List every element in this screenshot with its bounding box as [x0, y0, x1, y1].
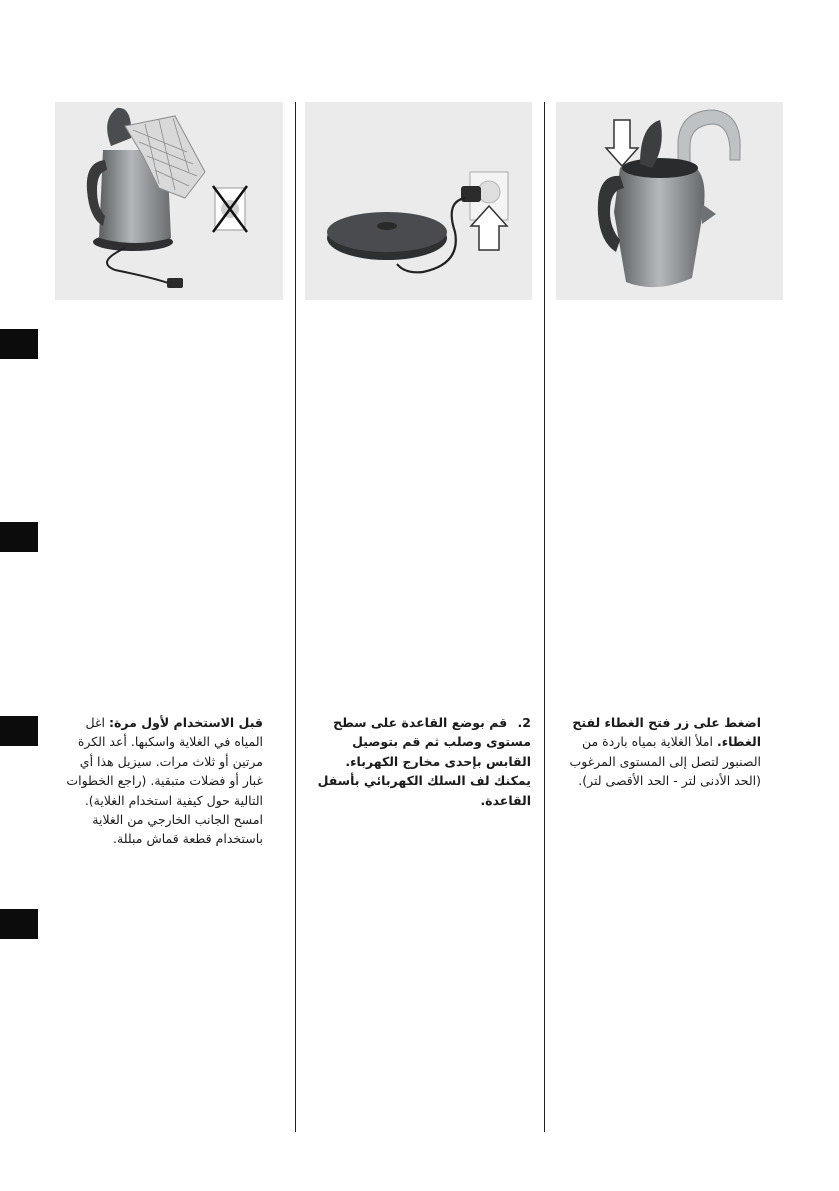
- step-1-heading: اضغط على زر فتح الغطاء لفتح الغطاء.: [572, 715, 761, 750]
- step-1-text: [556, 713, 761, 791]
- column-divider: [544, 102, 545, 1132]
- step-2-number: 2.: [517, 715, 531, 730]
- kettle-filling-from-tap-icon: [556, 102, 783, 300]
- kettle-wipe-cloth-icon: [55, 102, 283, 300]
- section-tab: [0, 522, 38, 552]
- column-divider: [295, 102, 296, 1132]
- step-1-body: املأ الغلاية بمياه باردة من الصنبور لتصل إلى المستوى المرغوب (الحد الأدنى لتر - الحد الأقصى لتر).: [569, 734, 761, 789]
- power-base-plug-icon: [305, 102, 532, 300]
- step-first-use-text: [62, 713, 263, 849]
- first-use-body: اغل المياه في الغلاية واسكبها. أعد الكرة مرتين أو ثلاث مرات. سيزيل هذا أي غبار أو فضلات متبقية. (راجع الخطوات التالية حول كيفية استخدام الغلاية). امسح الجانب الخارجي من الغلاية باستخدام قطعة قماش مبللة.: [66, 715, 263, 847]
- section-tab: [0, 716, 38, 746]
- step-2-heading: قم بوضع القاعدة على سطح مستوى وصلب ثم قم بتوصيل القابس بإحدى مخارج الكهرباء. يمكنك لف السلك الكهربائي بأسفل القاعدة.: [317, 715, 531, 808]
- section-tab: [0, 909, 38, 939]
- step-2-text: [305, 713, 531, 810]
- first-use-heading: قبل الاستخدام لأول مرة:: [109, 715, 263, 730]
- section-tab: [0, 329, 38, 359]
